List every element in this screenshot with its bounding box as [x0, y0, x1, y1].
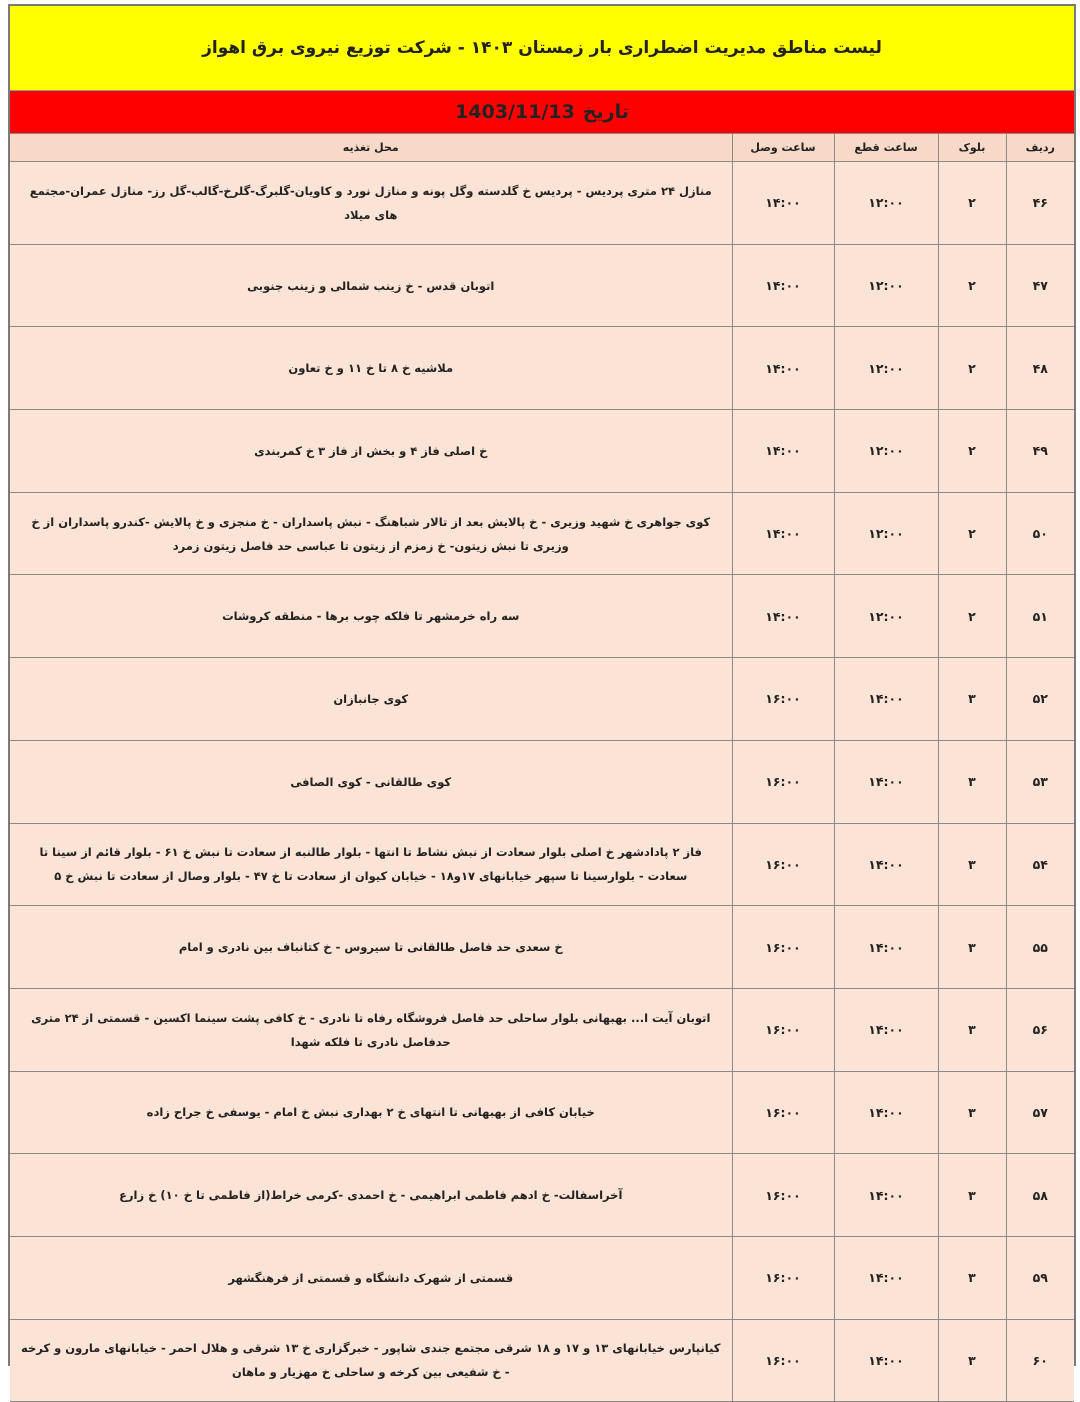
cell-cut-time: ۱۴:۰۰ — [834, 1236, 938, 1319]
schedule-sheet — [8, 4, 1076, 1380]
cell-location: فاز ۲ پادادشهر خ اصلی بلوار سعادت از نبش نشاط تا انتها - بلوار طالنبه از سعادت تا نبش خ ۶۱ - بلوار قائم از سینا تا سعادت - بلوارسینا تا سپهر خیابانهای ۱۷و۱۸ - خیابان کیوان از سعادت تا خ ۴۷ - بلوار وصال از سعادت تا نبش خ ۵ — [10, 823, 732, 906]
cell-cut-time: ۱۲:۰۰ — [834, 410, 938, 493]
cell-connect-time: ۱۶:۰۰ — [732, 988, 834, 1071]
cell-block: ۲ — [938, 410, 1006, 493]
cell-row-number: ۵۰ — [1006, 492, 1074, 575]
cell-block: ۲ — [938, 244, 1006, 327]
table-body — [10, 162, 1074, 1402]
cell-connect-time: ۱۶:۰۰ — [732, 1071, 834, 1154]
cell-block: ۲ — [938, 327, 1006, 410]
cell-cut-time: ۱۴:۰۰ — [834, 988, 938, 1071]
col-header-block: بلوک — [938, 134, 1006, 162]
cell-row-number: ۵۹ — [1006, 1236, 1074, 1319]
cell-row-number: ۵۳ — [1006, 740, 1074, 823]
outage-table — [10, 134, 1074, 1402]
cell-location: خ سعدی حد فاصل طالقانی تا سیروس - خ کتانباف بین نادری و امام — [10, 906, 732, 989]
cell-cut-time: ۱۲:۰۰ — [834, 575, 938, 658]
table-row — [10, 410, 1074, 493]
table-row — [10, 1319, 1074, 1402]
cell-location: ملاشیه خ ۸ تا خ ۱۱ و خ تعاون — [10, 327, 732, 410]
table-row — [10, 1236, 1074, 1319]
cell-location: کیانپارس خیابانهای ۱۳ و ۱۷ و ۱۸ شرقی مجتمع جندی شاپور - خبرگزاری خ ۱۳ شرقی و هلال احمر - خیابانهای مارون و کرخه - خ شفیعی بین کرخه و ساحلی خ مهزیار و ماهان — [10, 1319, 732, 1402]
cell-row-number: ۴۶ — [1006, 162, 1074, 245]
cell-cut-time: ۱۲:۰۰ — [834, 244, 938, 327]
date-banner — [10, 91, 1074, 134]
table-row — [10, 823, 1074, 906]
table-row — [10, 327, 1074, 410]
cell-row-number: ۵۵ — [1006, 906, 1074, 989]
cell-location: خیابان کافی از بهبهانی تا انتهای خ ۲ بهداری نبش خ امام - یوسفی خ جراح زاده — [10, 1071, 732, 1154]
cell-row-number: ۴۷ — [1006, 244, 1074, 327]
cell-location: سه راه خرمشهر تا فلکه چوب برها - منطقه کروشات — [10, 575, 732, 658]
cell-block: ۳ — [938, 823, 1006, 906]
cell-cut-time: ۱۴:۰۰ — [834, 823, 938, 906]
cell-cut-time: ۱۴:۰۰ — [834, 1071, 938, 1154]
cell-connect-time: ۱۴:۰۰ — [732, 327, 834, 410]
col-header-location: محل تغذیه — [10, 134, 732, 162]
col-header-row-number: ردیف — [1006, 134, 1074, 162]
cell-cut-time: ۱۲:۰۰ — [834, 492, 938, 575]
table-row — [10, 575, 1074, 658]
cell-connect-time: ۱۴:۰۰ — [732, 492, 834, 575]
cell-block: ۳ — [938, 906, 1006, 989]
table-header-row — [10, 134, 1074, 162]
cell-connect-time: ۱۶:۰۰ — [732, 740, 834, 823]
page-title: لیست مناطق مدیریت اضطراری بار زمستان ۱۴۰۳ - شرکت توزیع نیروی برق اهواز — [10, 6, 1074, 91]
table-row — [10, 1071, 1074, 1154]
cell-block: ۳ — [938, 1154, 1006, 1237]
cell-row-number: ۵۱ — [1006, 575, 1074, 658]
table-row — [10, 740, 1074, 823]
table-row — [10, 244, 1074, 327]
cell-cut-time: ۱۴:۰۰ — [834, 1319, 938, 1402]
cell-connect-time: ۱۴:۰۰ — [732, 162, 834, 245]
cell-row-number: ۶۰ — [1006, 1319, 1074, 1402]
table-row — [10, 492, 1074, 575]
cell-connect-time: ۱۴:۰۰ — [732, 244, 834, 327]
cell-block: ۳ — [938, 988, 1006, 1071]
date-label: تاریخ — [582, 101, 629, 123]
col-header-connect-time: ساعت وصل — [732, 134, 834, 162]
cell-row-number: ۵۸ — [1006, 1154, 1074, 1237]
cell-block: ۲ — [938, 575, 1006, 658]
table-row — [10, 658, 1074, 741]
cell-location: کوی جانبازان — [10, 658, 732, 741]
cell-block: ۳ — [938, 1071, 1006, 1154]
cell-location: کوی جواهری خ شهید وزیری - خ پالایش بعد از تالار شباهنگ - نبش پاسداران - خ منجزی و خ پالایش -کندرو پاسداران از خ وزیری تا نبش زیتون- خ زمزم از زیتون تا عباسی حد فاصل زیتون زمرد — [10, 492, 732, 575]
cell-block: ۳ — [938, 740, 1006, 823]
table-row — [10, 988, 1074, 1071]
col-header-cut-time: ساعت قطع — [834, 134, 938, 162]
cell-cut-time: ۱۲:۰۰ — [834, 162, 938, 245]
cell-row-number: ۵۷ — [1006, 1071, 1074, 1154]
cell-cut-time: ۱۴:۰۰ — [834, 1154, 938, 1237]
cell-row-number: ۵۴ — [1006, 823, 1074, 906]
cell-cut-time: ۱۴:۰۰ — [834, 658, 938, 741]
cell-row-number: ۴۸ — [1006, 327, 1074, 410]
cell-row-number: ۵۲ — [1006, 658, 1074, 741]
table-row — [10, 906, 1074, 989]
cell-connect-time: ۱۶:۰۰ — [732, 658, 834, 741]
cell-location: اتوبان قدس - خ زینب شمالی و زینب جنوبی — [10, 244, 732, 327]
date-value: 1403/11/13 — [455, 101, 575, 123]
cell-location: قسمتی از شهرک دانشگاه و قسمتی از فرهنگشهر — [10, 1236, 732, 1319]
cell-connect-time: ۱۶:۰۰ — [732, 1319, 834, 1402]
table-row — [10, 1154, 1074, 1237]
cell-connect-time: ۱۶:۰۰ — [732, 823, 834, 906]
cell-block: ۳ — [938, 1319, 1006, 1402]
cell-block: ۳ — [938, 1236, 1006, 1319]
cell-location: آخراسفالت- خ ادهم فاطمی ابراهیمی - خ احمدی -کرمی خراط(از فاطمی تا خ ۱۰) خ زارع — [10, 1154, 732, 1237]
cell-block: ۲ — [938, 492, 1006, 575]
cell-location: کوی طالقانی - کوی الصافی — [10, 740, 732, 823]
cell-connect-time: ۱۶:۰۰ — [732, 1154, 834, 1237]
cell-connect-time: ۱۴:۰۰ — [732, 575, 834, 658]
cell-cut-time: ۱۲:۰۰ — [834, 327, 938, 410]
cell-block: ۲ — [938, 162, 1006, 245]
cell-location: اتوبان آیت ا... بهبهانی بلوار ساحلی حد فاصل فروشگاه رفاه تا نادری - خ کافی پشت سینما اکسین - قسمتی از ۲۴ متری حدفاصل نادری تا فلکه شهدا — [10, 988, 732, 1071]
cell-row-number: ۴۹ — [1006, 410, 1074, 493]
table-row — [10, 162, 1074, 245]
cell-location: خ اصلی فاز ۴ و بخش از فاز ۳ خ کمربندی — [10, 410, 732, 493]
cell-connect-time: ۱۶:۰۰ — [732, 1236, 834, 1319]
cell-row-number: ۵۶ — [1006, 988, 1074, 1071]
cell-cut-time: ۱۴:۰۰ — [834, 906, 938, 989]
cell-cut-time: ۱۴:۰۰ — [834, 740, 938, 823]
cell-connect-time: ۱۴:۰۰ — [732, 410, 834, 493]
cell-location: منازل ۲۴ متری پردیس - پردیس خ گلدسته وگل پونه و منازل نورد و کاویان-گلبرگ-گلرخ-گالب-گل رز- منازل عمران-مجتمع های میلاد — [10, 162, 732, 245]
cell-connect-time: ۱۶:۰۰ — [732, 906, 834, 989]
cell-block: ۳ — [938, 658, 1006, 741]
